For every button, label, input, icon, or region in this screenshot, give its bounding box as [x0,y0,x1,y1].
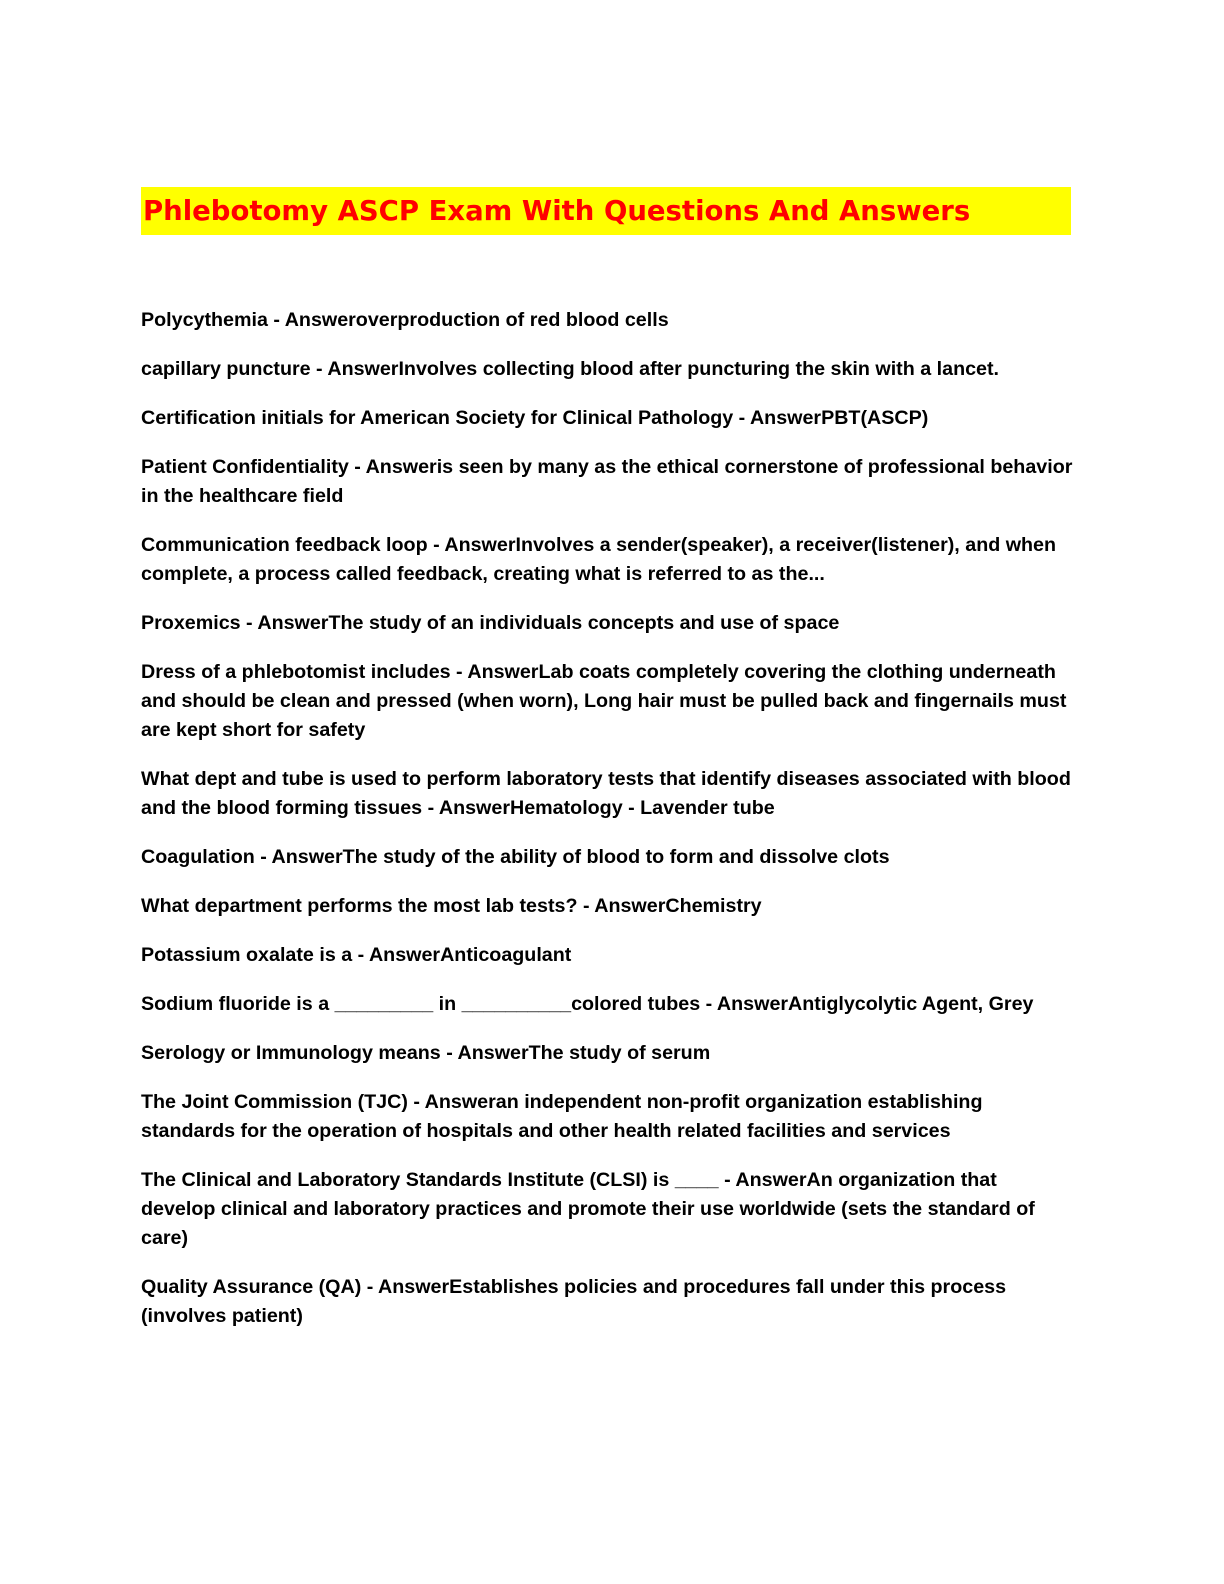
qa-item: Potassium oxalate is a - AnswerAnticoagulant [141,944,572,966]
qa-item: Quality Assurance (QA) - AnswerEstablishes policies and procedures fall under this process (involves patient) [141,1276,1007,1327]
title-highlight [141,187,1071,235]
qa-item: Sodium fluoride is a _________ in __________colored tubes - AnswerAntiglycolytic Agent, Grey [141,993,1034,1015]
qa-item: Dress of a phlebotomist includes - AnswerLab coats completely covering the clothing underneath and should be clean and pressed (when worn), Long hair must be pulled back and fingernails must are kept short for safety [141,661,1067,741]
qa-item: What dept and tube is used to perform laboratory tests that identify diseases associated with blood and the blood forming tissues - AnswerHematology - Lavender tube [141,768,1071,819]
qa-item: The Joint Commission (TJC) - Answeran independent non-profit organization establishing standards for the operation of hospitals and other health related facilities and services [141,1091,983,1142]
qa-item: Serology or Immunology means - AnswerThe study of serum [141,1042,711,1064]
qa-item: capillary puncture - AnswerInvolves collecting blood after puncturing the skin with a lancet. [141,358,1000,380]
document-title: Phlebotomy ASCP Exam With Questions And Answers [143,195,971,227]
qa-item: Certification initials for American Society for Clinical Pathology - AnswerPBT(ASCP) [141,407,929,429]
qa-item: Polycythemia - Answeroverproduction of red blood cells [141,309,669,331]
qa-item: The Clinical and Laboratory Standards Institute (CLSI) is ____ - AnswerAn organization that develop clinical and laboratory practices and promote their use worldwide (sets the standard of care) [141,1169,1035,1249]
qa-item: Coagulation - AnswerThe study of the ability of blood to form and dissolve clots [141,846,890,868]
qa-item: Patient Confidentiality - Answeris seen by many as the ethical cornerstone of professional behavior in the healthcare field [141,456,1073,507]
qa-item: Proxemics - AnswerThe study of an individuals concepts and use of space [141,612,840,634]
qa-item: What department performs the most lab tests? - AnswerChemistry [141,895,762,917]
qa-list [141,306,1076,1351]
qa-item: Communication feedback loop - AnswerInvolves a sender(speaker), a receiver(listener), and when complete, a process called feedback, creating what is referred to as the... [141,534,1057,585]
